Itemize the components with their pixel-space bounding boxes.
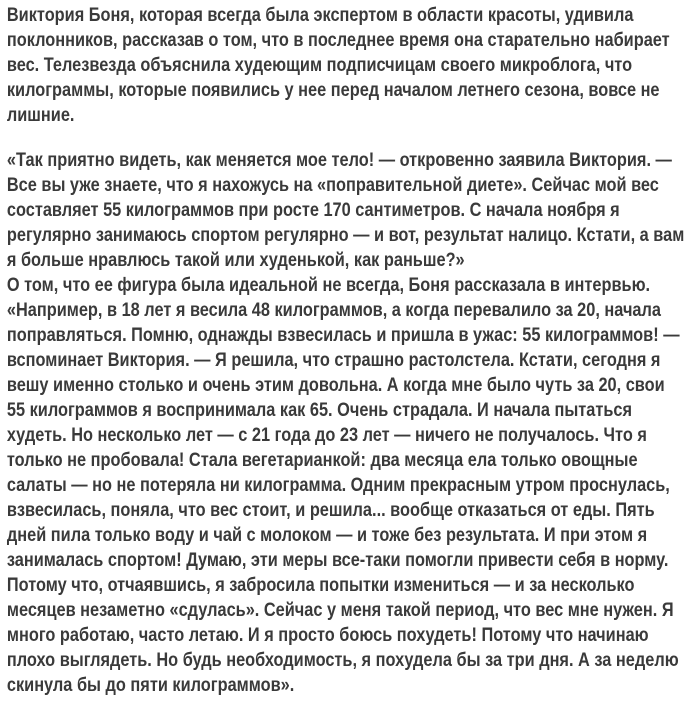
text-line: составляет 55 килограммов при росте 170 сантиметров. С начала ноября я <box>6 200 620 221</box>
text-line: месяцев незаметно «сдулась». Сейчас у меня такой период, что вес мне нужен. Я <box>6 600 674 621</box>
text-line: Потому что, отчаявшись, я забросила попытки измениться — и за несколько <box>6 575 635 596</box>
text-line: вес. Телезвезда объяснила худеющим подписчицам своего микроблога, что <box>6 55 633 76</box>
text-line: Все вы уже знаете, что я нахожусь на «поправительной диете». Сейчас мой вес <box>6 175 659 196</box>
text-line: дней пила только воду и чай с молоком — и тоже без результата. И при этом я <box>6 525 648 546</box>
paragraph <box>7 3 692 128</box>
text-line: поправляться. Помню, однажды взвесилась и пришла в ужас: 55 килограммов! — <box>6 325 680 346</box>
text-line: вспоминает Виктория. — Я решила, что страшно растолстела. Кстати, сегодня я <box>6 350 661 371</box>
text-line: занималась спортом! Думаю, эти меры все-таки помогли привести себя в норму. <box>6 550 669 571</box>
article-text-container <box>7 3 692 698</box>
text-line: Виктория Боня, которая всегда была экспертом в области красоты, удивила <box>6 5 634 26</box>
text-line: 55 килограммов я воспринимала как 65. Очень страдала. И начала пытаться <box>6 400 633 421</box>
text-line: скинула бы до пяти килограммов». <box>6 675 295 696</box>
paragraph <box>7 148 692 698</box>
text-line: поклонников, рассказав о том, что в последнее время она старательно набирает <box>6 30 670 51</box>
text-line: вешу именно столько и очень этим довольна. А когда мне было чуть за 20, свои <box>6 375 665 396</box>
text-line: взвесилась, поняла, что вес стоит, и решила... вообще отказаться от еды. Пять <box>6 500 655 521</box>
text-line: только не пробовала! Стала вегетарианкой: два месяца ела только овощные <box>6 450 638 471</box>
text-line: килограммы, которые появились у нее перед началом летнего сезона, вовсе не <box>6 80 660 101</box>
text-line: салаты — но не потеряла ни килограмма. Одним прекрасным утром проснулась, <box>6 475 670 496</box>
text-line: много работаю, часто летаю. И я просто боюсь похудеть! Потому что начинаю <box>6 625 649 646</box>
text-line: «Например, в 18 лет я весила 48 килограммов, а когда перевалило за 20, начала <box>6 300 661 321</box>
text-line: регулярно занимаюсь спортом регулярно — и вот, результат налицо. Кстати, а вам <box>6 225 685 246</box>
text-line: «Так приятно видеть, как меняется мое тело! — откровенно заявила Виктория. — <box>6 150 672 171</box>
text-line: О том, что ее фигура была идеальной не всегда, Боня рассказала в интервью. <box>6 275 651 296</box>
text-line: я больше нравлюсь такой или худенькой, как раньше?» <box>6 250 465 271</box>
text-line: плохо выглядеть. Но будь необходимость, я похудела бы за три дня. А за неделю <box>6 650 679 671</box>
text-line: лишние. <box>6 105 75 126</box>
text-line: худеть. Но несколько лет — с 21 года до 23 лет — ничего не получалось. Что я <box>6 425 647 446</box>
